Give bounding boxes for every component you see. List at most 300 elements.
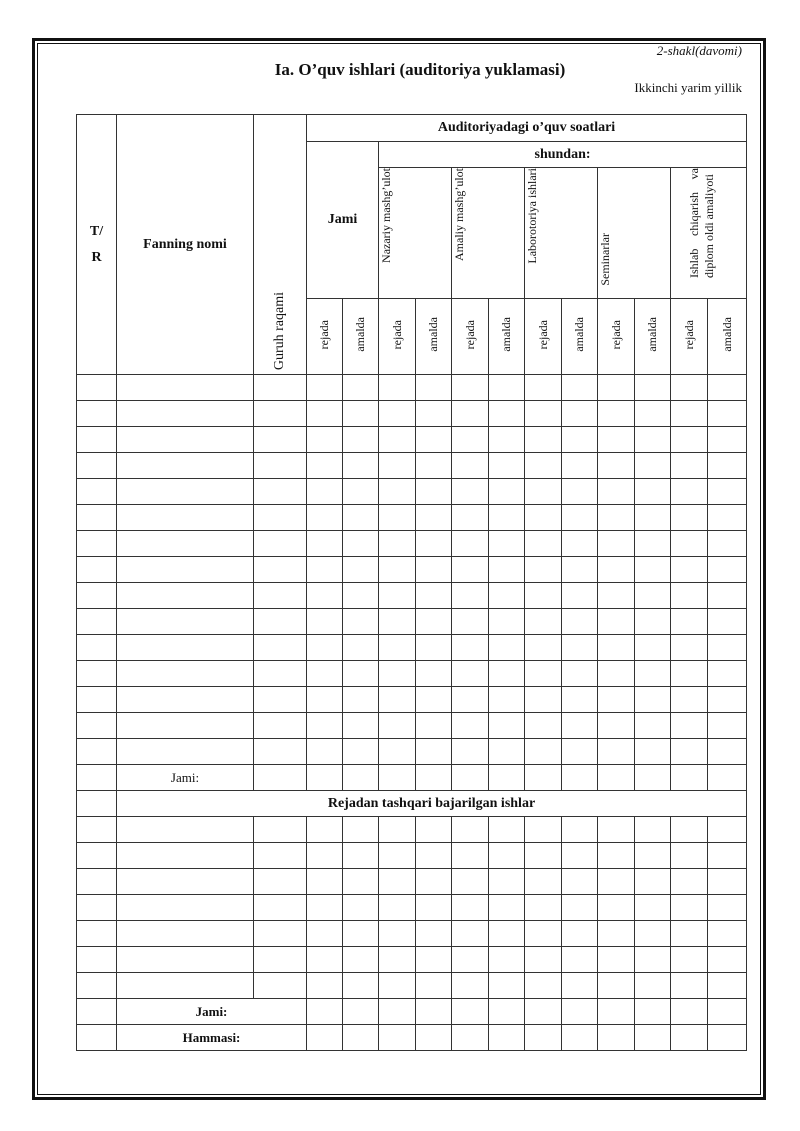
cell[interactable]: [343, 557, 379, 583]
cell[interactable]: [489, 375, 525, 401]
cell[interactable]: [343, 635, 379, 661]
cell[interactable]: [452, 817, 489, 843]
cell[interactable]: [525, 869, 562, 895]
cell[interactable]: [562, 843, 598, 869]
cell[interactable]: [307, 973, 343, 999]
cell[interactable]: [562, 947, 598, 973]
cell[interactable]: [525, 947, 562, 973]
cell[interactable]: [598, 713, 635, 739]
cell[interactable]: [598, 375, 635, 401]
cell[interactable]: [635, 973, 671, 999]
cell[interactable]: [671, 687, 708, 713]
cell[interactable]: [77, 401, 117, 427]
cell[interactable]: [708, 609, 747, 635]
cell[interactable]: [489, 661, 525, 687]
cell[interactable]: [489, 921, 525, 947]
cell[interactable]: [708, 505, 747, 531]
cell[interactable]: [416, 505, 452, 531]
cell[interactable]: [416, 973, 452, 999]
cell[interactable]: [379, 661, 416, 687]
cell[interactable]: [307, 557, 343, 583]
cell[interactable]: [489, 635, 525, 661]
cell[interactable]: [416, 921, 452, 947]
cell[interactable]: [254, 739, 307, 765]
cell[interactable]: [489, 973, 525, 999]
cell[interactable]: [117, 843, 254, 869]
cell[interactable]: [671, 479, 708, 505]
cell[interactable]: [379, 713, 416, 739]
cell[interactable]: [379, 635, 416, 661]
cell[interactable]: [635, 583, 671, 609]
cell[interactable]: [379, 947, 416, 973]
cell[interactable]: [416, 895, 452, 921]
cell[interactable]: [598, 479, 635, 505]
cell[interactable]: [452, 375, 489, 401]
cell[interactable]: [489, 427, 525, 453]
cell[interactable]: [379, 531, 416, 557]
cell[interactable]: [708, 661, 747, 687]
cell[interactable]: [525, 609, 562, 635]
cell[interactable]: [77, 557, 117, 583]
cell[interactable]: [525, 505, 562, 531]
cell[interactable]: [671, 661, 708, 687]
cell[interactable]: [77, 583, 117, 609]
cell[interactable]: [254, 479, 307, 505]
cell[interactable]: [708, 947, 747, 973]
cell[interactable]: [77, 713, 117, 739]
cell[interactable]: [489, 713, 525, 739]
cell[interactable]: [562, 687, 598, 713]
cell[interactable]: [416, 713, 452, 739]
cell[interactable]: [307, 817, 343, 843]
cell[interactable]: [562, 375, 598, 401]
cell[interactable]: [562, 427, 598, 453]
cell[interactable]: [343, 817, 379, 843]
cell[interactable]: [416, 583, 452, 609]
cell[interactable]: [307, 505, 343, 531]
cell[interactable]: [671, 453, 708, 479]
cell[interactable]: [254, 609, 307, 635]
cell[interactable]: [671, 895, 708, 921]
cell[interactable]: [598, 661, 635, 687]
cell[interactable]: [117, 635, 254, 661]
cell[interactable]: [525, 921, 562, 947]
cell[interactable]: [598, 843, 635, 869]
cell[interactable]: [117, 557, 254, 583]
cell[interactable]: [452, 713, 489, 739]
cell[interactable]: [77, 947, 117, 973]
cell[interactable]: [416, 479, 452, 505]
cell[interactable]: [343, 921, 379, 947]
cell[interactable]: [117, 895, 254, 921]
cell[interactable]: [117, 583, 254, 609]
cell[interactable]: [452, 427, 489, 453]
cell[interactable]: [489, 401, 525, 427]
cell[interactable]: [452, 843, 489, 869]
cell[interactable]: [452, 947, 489, 973]
cell[interactable]: [489, 947, 525, 973]
cell[interactable]: [671, 973, 708, 999]
cell[interactable]: [379, 375, 416, 401]
cell[interactable]: [379, 557, 416, 583]
cell[interactable]: [77, 635, 117, 661]
cell[interactable]: [307, 453, 343, 479]
cell[interactable]: [416, 843, 452, 869]
cell[interactable]: [416, 375, 452, 401]
cell[interactable]: [635, 869, 671, 895]
cell[interactable]: [671, 557, 708, 583]
cell[interactable]: [307, 609, 343, 635]
cell[interactable]: [562, 531, 598, 557]
cell[interactable]: [416, 635, 452, 661]
cell[interactable]: [117, 973, 254, 999]
cell[interactable]: [416, 401, 452, 427]
cell[interactable]: [708, 843, 747, 869]
cell[interactable]: [343, 843, 379, 869]
cell[interactable]: [77, 479, 117, 505]
cell[interactable]: [77, 869, 117, 895]
cell[interactable]: [635, 557, 671, 583]
cell[interactable]: [635, 687, 671, 713]
cell[interactable]: [254, 531, 307, 557]
cell[interactable]: [708, 583, 747, 609]
cell[interactable]: [307, 401, 343, 427]
cell[interactable]: [671, 713, 708, 739]
cell[interactable]: [379, 427, 416, 453]
cell[interactable]: [598, 609, 635, 635]
cell[interactable]: [635, 401, 671, 427]
cell[interactable]: [525, 401, 562, 427]
cell[interactable]: [489, 609, 525, 635]
cell[interactable]: [379, 843, 416, 869]
cell[interactable]: [343, 453, 379, 479]
cell[interactable]: [254, 505, 307, 531]
cell[interactable]: [489, 895, 525, 921]
cell[interactable]: [671, 427, 708, 453]
cell[interactable]: [708, 401, 747, 427]
cell[interactable]: [117, 739, 254, 765]
cell[interactable]: [598, 947, 635, 973]
cell[interactable]: [525, 895, 562, 921]
cell[interactable]: [525, 531, 562, 557]
cell[interactable]: [562, 635, 598, 661]
cell[interactable]: [525, 479, 562, 505]
cell[interactable]: [708, 921, 747, 947]
cell[interactable]: [452, 973, 489, 999]
cell[interactable]: [452, 687, 489, 713]
cell[interactable]: [671, 869, 708, 895]
cell[interactable]: [671, 817, 708, 843]
cell[interactable]: [671, 531, 708, 557]
cell[interactable]: [635, 739, 671, 765]
cell[interactable]: [343, 739, 379, 765]
cell[interactable]: [416, 453, 452, 479]
cell[interactable]: [708, 479, 747, 505]
cell[interactable]: [77, 895, 117, 921]
cell[interactable]: [562, 583, 598, 609]
cell[interactable]: [307, 427, 343, 453]
cell[interactable]: [489, 739, 525, 765]
cell[interactable]: [307, 921, 343, 947]
cell[interactable]: [635, 817, 671, 843]
cell[interactable]: [254, 843, 307, 869]
cell[interactable]: [416, 427, 452, 453]
cell[interactable]: [525, 583, 562, 609]
cell[interactable]: [452, 869, 489, 895]
cell[interactable]: [635, 713, 671, 739]
cell[interactable]: [635, 609, 671, 635]
cell[interactable]: [379, 401, 416, 427]
cell[interactable]: [708, 531, 747, 557]
cell[interactable]: [489, 843, 525, 869]
cell[interactable]: [598, 583, 635, 609]
cell[interactable]: [77, 973, 117, 999]
cell[interactable]: [254, 947, 307, 973]
cell[interactable]: [307, 375, 343, 401]
cell[interactable]: [598, 401, 635, 427]
cell[interactable]: [343, 505, 379, 531]
cell[interactable]: [343, 609, 379, 635]
cell[interactable]: [117, 947, 254, 973]
cell[interactable]: [562, 505, 598, 531]
cell[interactable]: [708, 973, 747, 999]
cell[interactable]: [598, 869, 635, 895]
cell[interactable]: [598, 921, 635, 947]
cell[interactable]: [379, 869, 416, 895]
cell[interactable]: [254, 973, 307, 999]
cell[interactable]: [379, 583, 416, 609]
cell[interactable]: [598, 895, 635, 921]
cell[interactable]: [307, 531, 343, 557]
cell[interactable]: [598, 531, 635, 557]
cell[interactable]: [525, 557, 562, 583]
cell[interactable]: [525, 739, 562, 765]
cell[interactable]: [343, 713, 379, 739]
cell[interactable]: [416, 661, 452, 687]
cell[interactable]: [117, 661, 254, 687]
cell[interactable]: [708, 375, 747, 401]
cell[interactable]: [379, 739, 416, 765]
cell[interactable]: [117, 401, 254, 427]
cell[interactable]: [343, 661, 379, 687]
cell[interactable]: [598, 739, 635, 765]
cell[interactable]: [708, 427, 747, 453]
cell[interactable]: [254, 401, 307, 427]
cell[interactable]: [562, 713, 598, 739]
cell[interactable]: [379, 895, 416, 921]
cell[interactable]: [452, 401, 489, 427]
cell[interactable]: [489, 557, 525, 583]
cell[interactable]: [708, 687, 747, 713]
cell[interactable]: [452, 479, 489, 505]
cell[interactable]: [708, 739, 747, 765]
cell[interactable]: [452, 453, 489, 479]
cell[interactable]: [307, 583, 343, 609]
cell[interactable]: [671, 739, 708, 765]
cell[interactable]: [379, 817, 416, 843]
cell[interactable]: [525, 427, 562, 453]
cell[interactable]: [635, 531, 671, 557]
cell[interactable]: [671, 635, 708, 661]
cell[interactable]: [562, 921, 598, 947]
cell[interactable]: [254, 635, 307, 661]
cell[interactable]: [452, 635, 489, 661]
cell[interactable]: [307, 895, 343, 921]
cell[interactable]: [77, 687, 117, 713]
cell[interactable]: [379, 453, 416, 479]
cell[interactable]: [379, 921, 416, 947]
cell[interactable]: [635, 921, 671, 947]
cell[interactable]: [635, 661, 671, 687]
cell[interactable]: [117, 375, 254, 401]
cell[interactable]: [562, 609, 598, 635]
cell[interactable]: [525, 687, 562, 713]
cell[interactable]: [562, 869, 598, 895]
cell[interactable]: [671, 609, 708, 635]
cell[interactable]: [489, 505, 525, 531]
cell[interactable]: [307, 739, 343, 765]
cell[interactable]: [708, 895, 747, 921]
cell[interactable]: [452, 505, 489, 531]
cell[interactable]: [525, 843, 562, 869]
cell[interactable]: [525, 375, 562, 401]
cell[interactable]: [307, 843, 343, 869]
cell[interactable]: [708, 817, 747, 843]
cell[interactable]: [525, 453, 562, 479]
cell[interactable]: [416, 609, 452, 635]
cell[interactable]: [77, 661, 117, 687]
cell[interactable]: [416, 869, 452, 895]
cell[interactable]: [307, 661, 343, 687]
cell[interactable]: [598, 817, 635, 843]
cell[interactable]: [117, 817, 254, 843]
cell[interactable]: [343, 973, 379, 999]
cell[interactable]: [562, 453, 598, 479]
cell[interactable]: [562, 895, 598, 921]
cell[interactable]: [671, 401, 708, 427]
cell[interactable]: [525, 661, 562, 687]
cell[interactable]: [117, 713, 254, 739]
cell[interactable]: [307, 947, 343, 973]
cell[interactable]: [598, 973, 635, 999]
cell[interactable]: [708, 557, 747, 583]
cell[interactable]: [254, 687, 307, 713]
cell[interactable]: [562, 817, 598, 843]
cell[interactable]: [598, 635, 635, 661]
cell[interactable]: [117, 453, 254, 479]
cell[interactable]: [254, 453, 307, 479]
cell[interactable]: [562, 557, 598, 583]
cell[interactable]: [416, 817, 452, 843]
cell[interactable]: [379, 479, 416, 505]
cell[interactable]: [635, 453, 671, 479]
cell[interactable]: [77, 531, 117, 557]
cell[interactable]: [562, 479, 598, 505]
cell[interactable]: [708, 869, 747, 895]
cell[interactable]: [525, 635, 562, 661]
cell[interactable]: [343, 869, 379, 895]
cell[interactable]: [635, 505, 671, 531]
cell[interactable]: [117, 479, 254, 505]
cell[interactable]: [117, 921, 254, 947]
cell[interactable]: [525, 817, 562, 843]
cell[interactable]: [489, 453, 525, 479]
cell[interactable]: [117, 505, 254, 531]
cell[interactable]: [77, 921, 117, 947]
cell[interactable]: [379, 973, 416, 999]
cell[interactable]: [452, 739, 489, 765]
cell[interactable]: [117, 869, 254, 895]
cell[interactable]: [416, 739, 452, 765]
cell[interactable]: [635, 843, 671, 869]
cell[interactable]: [489, 869, 525, 895]
cell[interactable]: [635, 479, 671, 505]
cell[interactable]: [598, 427, 635, 453]
cell[interactable]: [416, 947, 452, 973]
cell[interactable]: [635, 427, 671, 453]
cell[interactable]: [117, 687, 254, 713]
cell[interactable]: [452, 609, 489, 635]
cell[interactable]: [77, 375, 117, 401]
cell[interactable]: [379, 687, 416, 713]
cell[interactable]: [77, 427, 117, 453]
cell[interactable]: [343, 479, 379, 505]
cell[interactable]: [254, 921, 307, 947]
cell[interactable]: [671, 375, 708, 401]
cell[interactable]: [671, 921, 708, 947]
cell[interactable]: [254, 869, 307, 895]
cell[interactable]: [77, 817, 117, 843]
cell[interactable]: [117, 609, 254, 635]
cell[interactable]: [452, 661, 489, 687]
cell[interactable]: [489, 531, 525, 557]
cell[interactable]: [343, 375, 379, 401]
cell[interactable]: [343, 531, 379, 557]
cell[interactable]: [254, 895, 307, 921]
cell[interactable]: [254, 817, 307, 843]
cell[interactable]: [452, 583, 489, 609]
cell[interactable]: [379, 609, 416, 635]
cell[interactable]: [525, 973, 562, 999]
cell[interactable]: [254, 375, 307, 401]
cell[interactable]: [525, 713, 562, 739]
cell[interactable]: [598, 557, 635, 583]
cell[interactable]: [117, 427, 254, 453]
cell[interactable]: [343, 947, 379, 973]
cell[interactable]: [77, 505, 117, 531]
cell[interactable]: [254, 583, 307, 609]
cell[interactable]: [489, 817, 525, 843]
cell[interactable]: [635, 635, 671, 661]
cell[interactable]: [598, 453, 635, 479]
cell[interactable]: [379, 505, 416, 531]
cell[interactable]: [671, 947, 708, 973]
cell[interactable]: [254, 661, 307, 687]
cell[interactable]: [343, 895, 379, 921]
cell[interactable]: [598, 687, 635, 713]
cell[interactable]: [635, 375, 671, 401]
cell[interactable]: [452, 531, 489, 557]
cell[interactable]: [708, 713, 747, 739]
cell[interactable]: [117, 531, 254, 557]
cell[interactable]: [307, 479, 343, 505]
cell[interactable]: [562, 973, 598, 999]
cell[interactable]: [452, 921, 489, 947]
cell[interactable]: [635, 895, 671, 921]
cell[interactable]: [307, 713, 343, 739]
cell[interactable]: [254, 427, 307, 453]
cell[interactable]: [343, 401, 379, 427]
